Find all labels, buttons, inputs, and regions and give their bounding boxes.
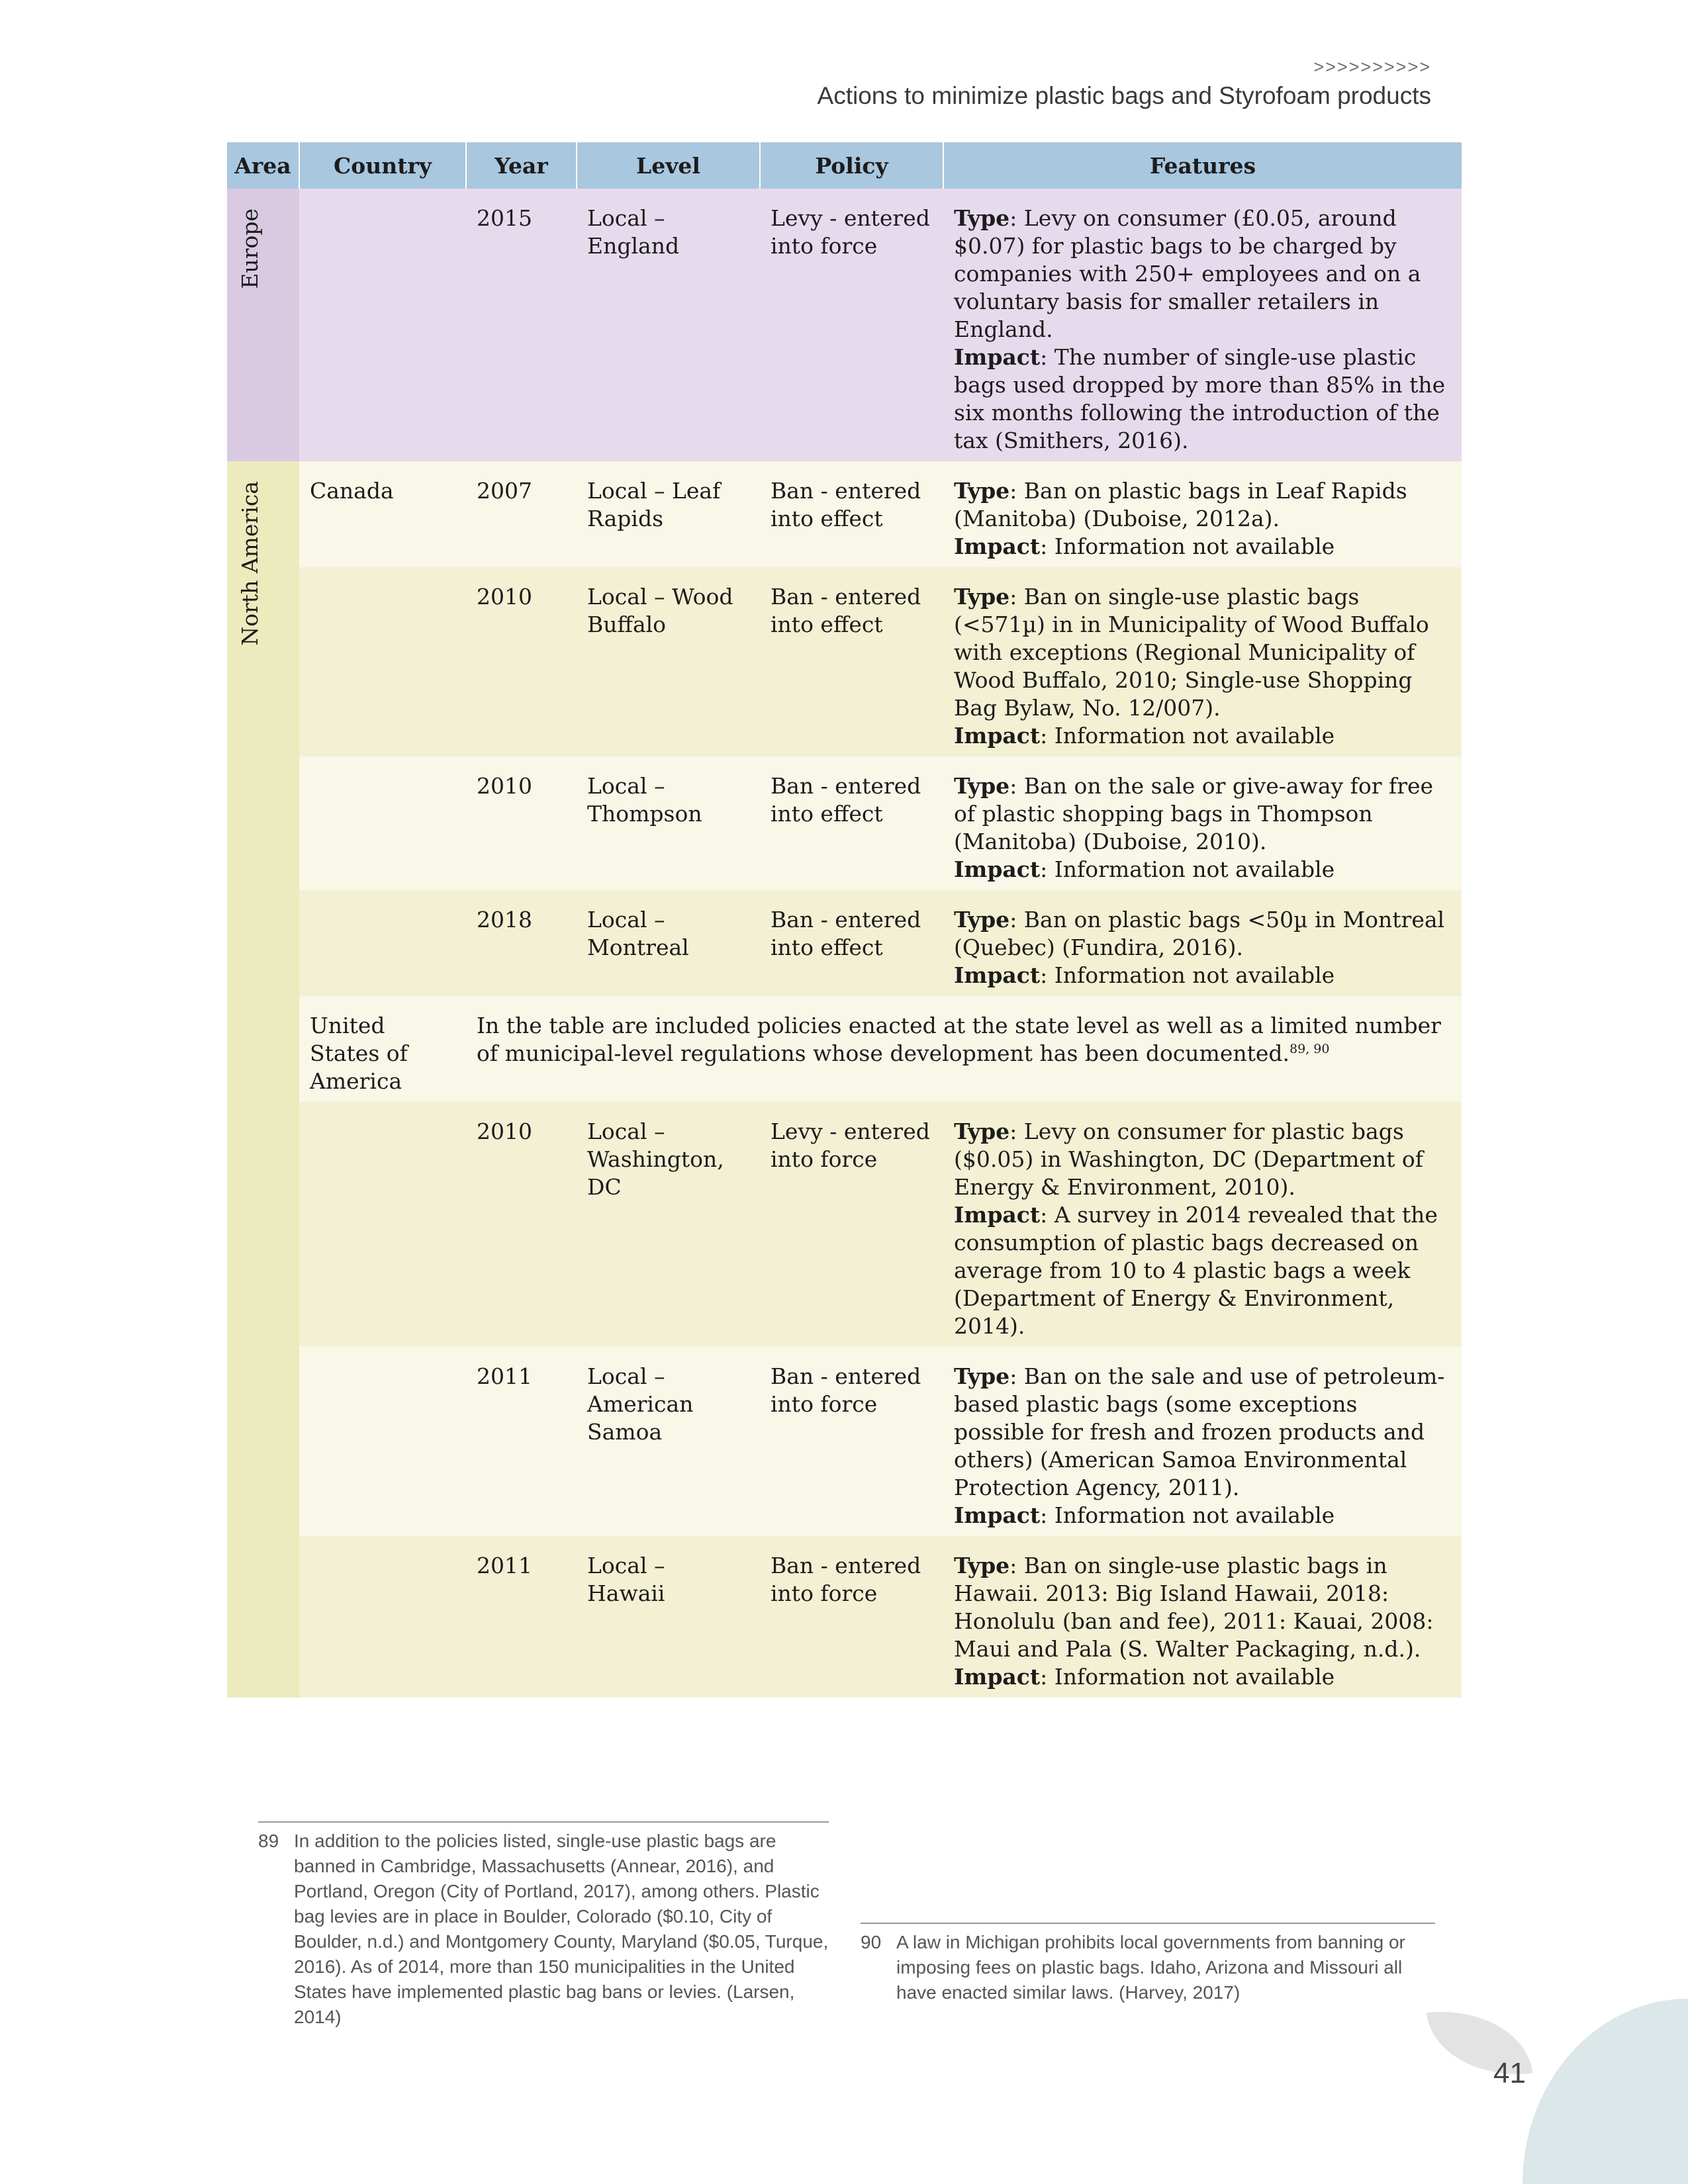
type-label: Type [954,1553,1010,1578]
features-cell [943,567,1462,756]
policy-cell: Ban - entered into force [760,1536,943,1698]
impact-text: : Information not available [1040,723,1335,749]
year-cell: 2010 [466,756,577,890]
table-row [227,890,1462,996]
type-text: : Ban on plastic bags <50µ in Montreal (Quebec) (Fundira, 2016). [954,907,1445,960]
feature-impact [954,1663,1451,1691]
feature-type [954,477,1451,533]
features-cell [943,756,1462,890]
column-header-level: Level [577,142,760,189]
feature-impact [954,962,1451,989]
level-cell: Local – Leaf Rapids [577,461,760,567]
year-cell: 2018 [466,890,577,996]
country-cell: United States of America [299,996,466,1102]
country-cell [299,567,466,756]
level-cell: Local – Hawaii [577,1536,760,1698]
feature-impact [954,343,1451,455]
type-text: : Levy on consumer for plastic bags ($0.05) in Washington, DC (Department of Energy & Environment, 2010). [954,1118,1424,1200]
corner-decoration [1523,1999,1688,2184]
country-cell [299,189,466,461]
feature-impact [954,1502,1451,1529]
country-cell [299,1347,466,1536]
type-label: Type [954,907,1010,933]
country-cell [299,1102,466,1347]
impact-text: : Information not available [1040,1502,1335,1528]
feature-type [954,1552,1451,1663]
policy-cell: Ban - entered into effect [760,756,943,890]
table-row [227,756,1462,890]
impact-label: Impact [954,1502,1041,1528]
usa-note-row [227,996,1462,1102]
column-header-country: Country [299,142,466,189]
type-text: : Ban on single-use plastic bags (<571µ) in in Municipality of Wood Buffalo with exceptions (Regional Municipality of Wood Buffalo, 2010; Single-use Shopping Bag Bylaw, No. 12/007). [954,584,1429,721]
year-cell: 2011 [466,1536,577,1698]
year-cell: 2015 [466,189,577,461]
table-row [227,567,1462,756]
area-cell-north-america [227,461,299,1698]
policy-cell: Levy - entered into force [760,1102,943,1347]
running-header-title: Actions to minimize plastic bags and Styrofoam products [817,82,1431,109]
impact-label: Impact [954,1202,1041,1228]
impact-text: : A survey in 2014 revealed that the consumption of plastic bags decreased on average from 10 to 4 plastic bags a week (Department of Energy & Environment, 2014). [954,1202,1438,1339]
impact-label: Impact [954,344,1041,370]
footnote-number: 89 [258,1831,279,1851]
features-cell [943,189,1462,461]
level-cell: Local – England [577,189,760,461]
country-cell: Canada [299,461,466,567]
country-cell [299,1536,466,1698]
impact-text: : The number of single-use plastic bags used dropped by more than 85% in the six months following the introduction of the tax (Smithers, 2016). [954,344,1446,453]
type-text: : Levy on consumer (£0.05, around $0.07) for plastic bags to be charged by companies with 250+ employees and on a voluntary basis for smaller retailers in England. [954,205,1421,342]
year-cell: 2010 [466,1102,577,1347]
impact-text: : Information not available [1040,962,1335,988]
policy-cell: Ban - entered into effect [760,890,943,996]
impact-label: Impact [954,723,1041,749]
policy-cell: Levy - entered into force [760,189,943,461]
features-cell [943,1347,1462,1536]
type-text: : Ban on plastic bags in Leaf Rapids (Manitoba) (Duboise, 2012a). [954,478,1407,531]
column-header-policy: Policy [760,142,943,189]
policy-cell: Ban - entered into force [760,1347,943,1536]
table-row [227,1347,1462,1536]
type-text: : Ban on the sale or give-away for free of plastic shopping bags in Thompson (Manitoba) (Duboise, 2010). [954,773,1434,854]
footnote-number: 90 [861,1932,882,1952]
area-cell-europe [227,189,299,461]
country-cell [299,890,466,996]
type-label: Type [954,478,1010,504]
feature-impact [954,856,1451,884]
footnote-text: A law in Michigan prohibits local governments from banning or imposing fees on plastic bags. Idaho, Arizona and Missouri all have enacted similar laws. (Harvey, 2017) [896,1932,1405,2003]
year-cell: 2011 [466,1347,577,1536]
footnote-rule-90 [861,1923,1435,1924]
type-label: Type [954,773,1010,799]
year-cell: 2010 [466,567,577,756]
policy-cell: Ban - entered into effect [760,461,943,567]
table-row [227,461,1462,567]
feature-impact [954,533,1451,561]
footnote-refs: 89, 90 [1289,1042,1330,1056]
type-label: Type [954,584,1010,610]
level-cell: Local – American Samoa [577,1347,760,1536]
level-cell: Local – Montreal [577,890,760,996]
footnote-90 [861,1930,1435,2005]
impact-text: : Information not available [1040,856,1335,882]
impact-text: : Information not available [1040,1664,1335,1690]
header-arrows: >>>>>>>>>> [1313,57,1431,77]
page-number: 41 [1493,2057,1526,2089]
type-label: Type [954,1363,1010,1389]
usa-note-cell [466,996,1462,1102]
type-label: Type [954,205,1010,231]
features-cell [943,890,1462,996]
impact-text: : Information not available [1040,533,1335,559]
policy-cell: Ban - entered into effect [760,567,943,756]
impact-label: Impact [954,1664,1041,1690]
feature-type [954,583,1451,722]
year-cell: 2007 [466,461,577,567]
table-row [227,1102,1462,1347]
impact-label: Impact [954,962,1041,988]
type-label: Type [954,1118,1010,1144]
features-cell [943,1102,1462,1347]
column-header-features: Features [943,142,1462,189]
impact-label: Impact [954,856,1041,882]
feature-impact [954,1201,1451,1340]
area-label-europe: Europe [237,208,263,289]
table-row [227,189,1462,461]
level-cell: Local – Thompson [577,756,760,890]
column-header-area: Area [227,142,299,189]
feature-impact [954,722,1451,750]
features-cell [943,461,1462,567]
area-label-north-america: North America [237,481,263,646]
type-text: : Ban on the sale and use of petroleum-based plastic bags (some exceptions possible for fresh and frozen products and others) (American Samoa Environmental Protection Agency, 2011). [954,1363,1445,1500]
level-cell: Local – Wood Buffalo [577,567,760,756]
feature-type [954,205,1451,343]
footnote-text: In addition to the policies listed, single-use plastic bags are banned in Cambridge, Massachusetts (Annear, 2016), and Portland, Oregon (City of Portland, 2017), among others. Plastic bag levies are in place in Boulder, Colorado ($0.10, City of Boulder, n.d.) and Montgomery County, Maryland ($0.05, Turque, 2016). As of 2014, more than 150 municipalities in the United States have implemented plastic bag bans or levies. (Larsen, 2014) [294,1831,829,2027]
country-cell [299,756,466,890]
feature-type [954,1363,1451,1502]
footnote-89 [258,1829,829,2030]
table-header-row [227,142,1462,189]
impact-label: Impact [954,533,1041,559]
table-row [227,1536,1462,1698]
features-cell [943,1536,1462,1698]
type-text: : Ban on single-use plastic bags in Hawaii. 2013: Big Island Hawaii, 2018: Honolulu (ban and fee), 2011: Kauai, 2008: Maui and Pala (S. Walter Packaging, n.d.). [954,1553,1434,1662]
feature-type [954,906,1451,962]
policy-table [227,142,1462,1698]
footnote-rule-89 [258,1821,829,1823]
usa-note-text: In the table are included policies enacted at the state level as well as a limited number of municipal-level regulations whose development has been documented. [477,1013,1441,1066]
level-cell: Local – Washington, DC [577,1102,760,1347]
feature-type [954,1118,1451,1201]
column-header-year: Year [466,142,577,189]
feature-type [954,772,1451,856]
